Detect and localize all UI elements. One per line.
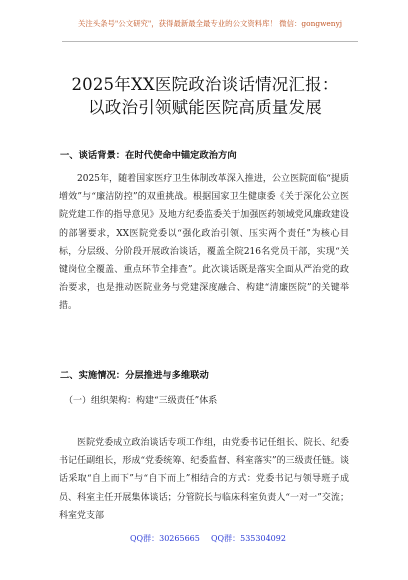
section-1-paragraph: 2025年，随着国家医疗卫生体制改革深入推进，公立医院面临“提质增效”与“廉洁防控”的双重挑战。根据国家卫生健康委《关于深化公立医院党建工作的指导意见》及地方纪委监委关于加强医药领域党风廉政建设的部署要求，XX医院党委以“强化政治引领、压实两个责任”为核心目标，分层级、分阶段开展政治谈话，覆盖全院216名党员干部，实现“关键岗位全覆盖、重点环节全排查”。此次谈话既是落实全面从严治党的政治要求，也是推动医院业务与党建深度融合、构建“清廉医院”的关键举措。 <box>59 174 349 312</box>
footer-qq-group-1: QQ群：30265665 <box>130 534 200 543</box>
banner-text: 关注头条号"公文研究"，获得最新最全最专业的公文资料库！ 微信：gongwenyj <box>77 19 343 28</box>
document-title-line-2: 以政治引领赋能医院高质量发展 <box>88 98 322 117</box>
footer-qq-group-2: QQ群：535304092 <box>211 534 286 543</box>
section-2-subheading: （一）组织架构：构建“三级责任”体系 <box>64 396 218 406</box>
header-divider <box>62 41 358 42</box>
section-2-paragraph: 医院党委成立政治谈话专项工作组，由党委书记任组长、院长、纪委书记任副组长，形成“党委统筹、纪委监督、科室落实”的三级责任链。谈话采取“自上而下”与“自下而上”相结合的方式：党委书记与领导班子成员、科室主任开展集体谈话；分管院长与临床科室负责人“一对一”交流；科室党支部 <box>59 438 349 521</box>
section-1-heading: 一、谈话背景：在时代使命中锚定政治方向 <box>60 150 237 161</box>
header-banner <box>62 18 358 30</box>
footer <box>0 533 408 547</box>
section-2-heading: 二、实施情况：分层推进与多维联动 <box>60 370 209 381</box>
document-title-line-1: 2025年XX医院政治谈话情况汇报： <box>71 75 339 94</box>
